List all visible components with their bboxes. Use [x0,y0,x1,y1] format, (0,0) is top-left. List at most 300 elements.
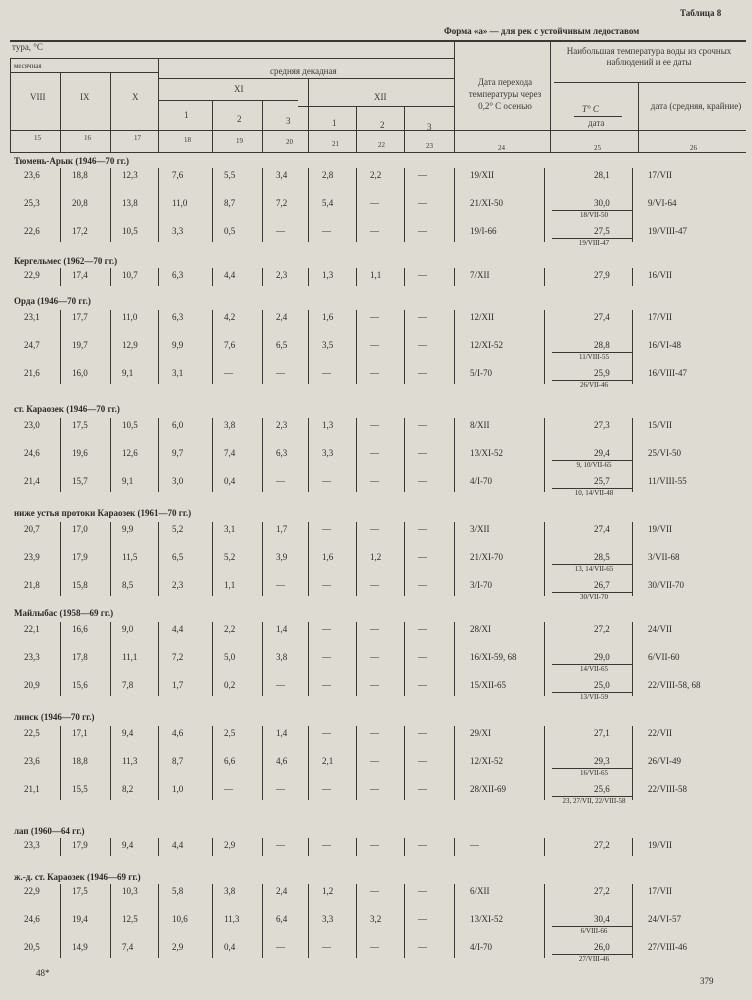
table-cell: 1,4 [276,728,288,738]
column-rule [404,726,405,800]
table-cell: 27,5 [594,226,610,236]
column-rule [110,168,111,242]
column-rule [308,884,309,958]
table-cell: 24,6 [24,448,40,458]
table-cell: 3,3 [322,448,334,458]
table-cell: 22,5 [24,728,40,738]
table-cell: 2,9 [224,840,236,850]
station-title: Кергельмес (1962—70 гг.) [14,256,118,266]
station-title: Тюмень-Арык (1946—70 гг.) [14,156,130,166]
table-cell: 17,5 [72,886,88,896]
table-cell: 5,2 [224,552,236,562]
column-rule [308,622,309,696]
table-cell: 9,9 [172,340,184,350]
col-monthly-label: месячная [14,62,42,70]
column-rule [544,522,545,596]
table-cell: 6/XII [470,886,490,896]
header-rule-decade [158,78,454,79]
table-cell: 1,1 [224,580,236,590]
month-xi: XI [234,84,244,94]
colnum-18: 18 [184,136,191,144]
table-cell: — [370,340,379,350]
table-cell: 18,8 [72,756,88,766]
colnum-16: 16 [84,134,91,142]
table-cell: 7,6 [224,340,236,350]
table-cell: 10,7 [122,270,138,280]
column-rule [356,310,357,384]
table-cell: 19/XII [470,170,494,180]
table-cell: — [418,368,427,378]
table-cell: 27/VIII-46 [648,942,687,952]
table-cell: 5,8 [172,886,184,896]
table-cell: — [418,226,427,236]
table-cell: 12/XI-52 [470,340,503,350]
table-cell: 3,3 [322,914,334,924]
table-cell: 8,2 [122,784,134,794]
table-cell: 21/XI-50 [470,198,503,208]
column-rule [454,168,455,242]
table-cell: — [418,420,427,430]
column-rule [308,418,309,492]
column-rule [404,268,405,286]
column-rule [262,168,263,242]
table-cell: 23,6 [24,170,40,180]
table-cell: — [418,784,427,794]
table-cell: 2,3 [276,420,288,430]
table-cell: — [276,368,285,378]
dec-xii-2: 2 [380,120,385,130]
table-cell: — [418,680,427,690]
table-cell: — [370,368,379,378]
column-rule [110,884,111,958]
colnum-23: 23 [426,142,433,150]
table-cell: — [322,226,331,236]
column-rule [110,726,111,800]
table-cell: — [370,624,379,634]
table-cell: — [322,680,331,690]
table-cell: — [370,226,379,236]
table-cell: 22,9 [24,886,40,896]
table-cell: 17,5 [72,420,88,430]
table-cell: 8,5 [122,580,134,590]
page-number: 379 [700,976,714,986]
column-rule [308,726,309,800]
table-cell: 11,1 [122,652,138,662]
table-cell: — [322,728,331,738]
table-cell: 27,3 [594,420,610,430]
table-cell: 2,3 [172,580,184,590]
dec-xii-1: 1 [332,118,337,128]
header-rule-1 [10,58,454,59]
column-rule [158,838,159,856]
table-cell: 17/VII [648,312,672,322]
table-cell: — [418,756,427,766]
column-rule [158,622,159,696]
table-cell: 19/VII [648,840,672,850]
column-rule [110,622,111,696]
column-rule [262,268,263,286]
table-cell: 0,4 [224,476,236,486]
station-title: лап (1960—64 гг.) [14,826,85,836]
table-cell: 21,1 [24,784,40,794]
top-rule [10,40,746,42]
table-cell: — [418,840,427,850]
column-rule [454,268,455,286]
table-cell: 15/VII [648,420,672,430]
table-cell: 27,4 [594,312,610,322]
max-temp-date: 11/VIII-55 [578,353,610,361]
table-cell: 7,2 [276,198,288,208]
table-cell: 12,9 [122,340,138,350]
column-rule [632,418,633,492]
column-rule [632,168,633,242]
column-rule [262,726,263,800]
table-cell: 17,9 [72,840,88,850]
table-cell: 5,0 [224,652,236,662]
column-rule [544,838,545,856]
table-cell: 28,8 [594,340,610,350]
table-cell: 28,5 [594,552,610,562]
table-cell: 1,2 [322,886,334,896]
table-label: Таблица 8 [680,8,722,18]
column-rule [212,268,213,286]
table-cell: 3,1 [172,368,184,378]
table-cell: 22,9 [24,270,40,280]
dec-xi-3: 3 [286,116,291,126]
table-cell: 4,6 [172,728,184,738]
table-cell: 2,2 [224,624,236,634]
table-cell: 30,4 [594,914,610,924]
table-cell: 24,6 [24,914,40,924]
table-cell: — [418,524,427,534]
table-cell: 7/XII [470,270,490,280]
column-rule [262,418,263,492]
column-rule [356,726,357,800]
table-cell: — [370,420,379,430]
table-cell: 17,2 [72,226,88,236]
table-cell: — [418,624,427,634]
column-rule [454,418,455,492]
table-cell: 26,0 [594,942,610,952]
table-cell: 16/XI-59, 68 [470,652,517,662]
t-label: T° C [582,104,599,114]
table-cell: 23,3 [24,840,40,850]
column-rule [110,310,111,384]
table-cell: — [370,312,379,322]
table-cell: 11/VIII-55 [648,476,687,486]
column-rule [632,310,633,384]
table-cell: 4,4 [172,624,184,634]
table-cell: — [322,580,331,590]
colnum-26: 26 [690,144,697,152]
table-cell: 13/XI-52 [470,914,503,924]
table-cell: 9,1 [122,476,134,486]
max-temp-date: 13/VII-59 [580,693,608,701]
date-avg-label: дата (средняя, крайние) [650,101,742,111]
table-cell: 16/VI-48 [648,340,681,350]
table-cell: 1,4 [276,624,288,634]
table-cell: 10,5 [122,420,138,430]
col-decade-label: средняя декадная [270,66,337,76]
table-cell: 4/I-70 [470,942,492,952]
table-cell: 7,2 [172,652,184,662]
table-cell: 1,7 [276,524,288,534]
table-cell: 27,2 [594,886,610,896]
column-rule [212,418,213,492]
table-cell: 23,6 [24,756,40,766]
table-cell: 29/XI [470,728,491,738]
form-caption: Форма «а» — для рек с устойчивым ледоставом [444,26,640,36]
table-cell: 3/VII-68 [648,552,680,562]
table-cell: 4/I-70 [470,476,492,486]
table-cell: 11,0 [122,312,138,322]
table-cell: 10,6 [172,914,188,924]
column-rule [308,310,309,384]
table-cell: 15,6 [72,680,88,690]
column-rule [212,726,213,800]
table-cell: 4,4 [172,840,184,850]
table-cell: 6,4 [276,914,288,924]
table-cell: 1,2 [370,552,382,562]
table-cell: 23,0 [24,420,40,430]
column-rule [454,310,455,384]
table-cell: 20,7 [24,524,40,534]
column-rule [308,268,309,286]
table-cell: — [322,652,331,662]
column-rule [404,838,405,856]
table-cell: — [276,840,285,850]
column-rule [544,726,545,800]
column-rule [356,268,357,286]
table-cell: — [418,448,427,458]
column-rule [110,522,111,596]
table-cell: 28/XII-69 [470,784,506,794]
column-rule [356,418,357,492]
table-cell: 29,4 [594,448,610,458]
table-cell: 30/VII-70 [648,580,684,590]
table-cell: 6/VII-60 [648,652,680,662]
table-cell: 17,4 [72,270,88,280]
table-cell: 3,3 [172,226,184,236]
table-cell: 27,2 [594,624,610,634]
table-cell: 24/VI-57 [648,914,681,924]
table-cell: — [276,784,285,794]
table-cell: 4,4 [224,270,236,280]
column-rule [158,418,159,492]
table-cell: 13,8 [122,198,138,208]
table-cell: 2,8 [322,170,334,180]
table-cell: — [418,942,427,952]
table-cell: 15,8 [72,580,88,590]
max-temp-date: 26/VII-46 [580,381,608,389]
table-cell: 17/VII [648,170,672,180]
column-rule [60,310,61,384]
table-cell: — [370,886,379,896]
table-cell: 22/VII [648,728,672,738]
table-cell: 8/XII [470,420,490,430]
column-rule [356,622,357,696]
table-cell: 27,9 [594,270,610,280]
column-rule [632,522,633,596]
table-cell: 6,6 [224,756,236,766]
table-cell: 7,4 [224,448,236,458]
column-rule [404,418,405,492]
table-cell: — [276,942,285,952]
column-rule [262,522,263,596]
month-x: X [132,92,139,102]
table-cell: 11,3 [122,756,138,766]
column-rule [60,884,61,958]
column-rule [262,884,263,958]
table-cell: 28,1 [594,170,610,180]
table-cell: 26,7 [594,580,610,590]
table-cell: 13/XI-52 [470,448,503,458]
max-temp-date: 13, 14/VII-65 [574,565,614,573]
column-rule [212,310,213,384]
table-cell: 1,6 [322,312,334,322]
table-cell: 16/VIII-47 [648,368,687,378]
table-cell: — [276,476,285,486]
table-cell: 3,8 [224,420,236,430]
max-temp-date: 14/VII-65 [580,665,608,673]
table-cell: 1,0 [172,784,184,794]
table-cell: 1,1 [370,270,382,280]
table-cell: 3,2 [370,914,382,924]
header-rule-month [10,72,158,73]
dec-xi-2: 2 [237,114,242,124]
column-rule [356,838,357,856]
table-cell: 10,3 [122,886,138,896]
header-rule-highest [554,82,746,83]
table-cell: — [370,580,379,590]
station-title: Майлыбас (1958—69 гг.) [14,608,114,618]
table-cell: 3/I-70 [470,580,492,590]
header-bottom-rule [10,152,746,153]
max-temp-date: 16/VII-65 [580,769,608,777]
table-cell: — [418,886,427,896]
column-rule [60,726,61,800]
table-cell: 20,9 [24,680,40,690]
table-cell: — [322,840,331,850]
month-viii: VIII [30,92,46,102]
table-cell: 12,6 [122,448,138,458]
column-rule [212,622,213,696]
transition-date-header: Дата перехода температуры через 0,2° С осенью [468,77,542,111]
table-cell: 24/VII [648,624,672,634]
month-xii: XII [374,92,387,102]
column-rule [158,310,159,384]
table-cell: 17,8 [72,652,88,662]
column-rule [60,838,61,856]
max-temp-date: 23, 27/VII, 22/VIII-58 [562,797,626,805]
table-cell: 7,8 [122,680,134,690]
colnum-17: 17 [134,134,141,142]
table-cell: 22/VIII-58, 68 [648,680,701,690]
table-cell: 25,3 [24,198,40,208]
t-fraction-rule [574,116,622,117]
table-cell: 1,6 [322,552,334,562]
table-cell: 10,5 [122,226,138,236]
table-cell: 12/XI-52 [470,756,503,766]
table-cell: — [370,784,379,794]
table-cell: 19,7 [72,340,88,350]
table-cell: 9/VI-64 [648,198,677,208]
max-temp-date: 19/VIII-47 [578,239,610,247]
column-rule [632,268,633,286]
table-cell: 7,4 [122,942,134,952]
column-rule [544,418,545,492]
table-cell: 9,7 [172,448,184,458]
table-cell: — [370,476,379,486]
table-cell: 25,7 [594,476,610,486]
colnum-25: 25 [594,144,601,152]
table-cell: 8,7 [224,198,236,208]
table-cell: 9,0 [122,624,134,634]
table-cell: 2,4 [276,886,288,896]
table-cell: 22,1 [24,624,40,634]
column-rule [60,622,61,696]
table-cell: 0,4 [224,942,236,952]
table-cell: 23,3 [24,652,40,662]
table-cell: 3,0 [172,476,184,486]
header-rule-xi [158,100,298,101]
column-rule [404,622,405,696]
table-cell: — [418,312,427,322]
table-cell: 15/XII-65 [470,680,506,690]
table-cell: 19/I-66 [470,226,497,236]
table-cell: 22,6 [24,226,40,236]
column-rule [404,310,405,384]
table-cell: 2,4 [276,312,288,322]
column-rule [356,522,357,596]
table-cell: 20,8 [72,198,88,208]
column-rule [632,622,633,696]
table-cell: 15,5 [72,784,88,794]
table-cell: 3,8 [276,652,288,662]
table-cell: — [322,368,331,378]
column-rule [454,726,455,800]
table-cell: — [322,942,331,952]
table-cell: 24,7 [24,340,40,350]
column-rule [60,168,61,242]
colnum-19: 19 [236,137,243,145]
table-cell: — [322,624,331,634]
table-cell: 3,9 [276,552,288,562]
table-cell: — [224,368,233,378]
table-cell: 12,5 [122,914,138,924]
table-cell: 20,5 [24,942,40,952]
table-cell: — [370,942,379,952]
table-cell: 23,9 [24,552,40,562]
table-cell: 0,2 [224,680,236,690]
table-cell: — [418,552,427,562]
colnum-24: 24 [498,144,505,152]
column-rule [308,168,309,242]
colnum-20: 20 [286,138,293,146]
table-cell: 1,3 [322,420,334,430]
column-rule [544,884,545,958]
colnum-21: 21 [332,140,339,148]
column-rule [212,522,213,596]
month-ix: IX [80,92,90,102]
table-cell: — [370,840,379,850]
table-cell: — [418,198,427,208]
table-cell: 19/VII [648,524,672,534]
table-cell: 6,5 [276,340,288,350]
table-cell: — [418,914,427,924]
column-rule [262,838,263,856]
colnum-15: 15 [34,134,41,142]
